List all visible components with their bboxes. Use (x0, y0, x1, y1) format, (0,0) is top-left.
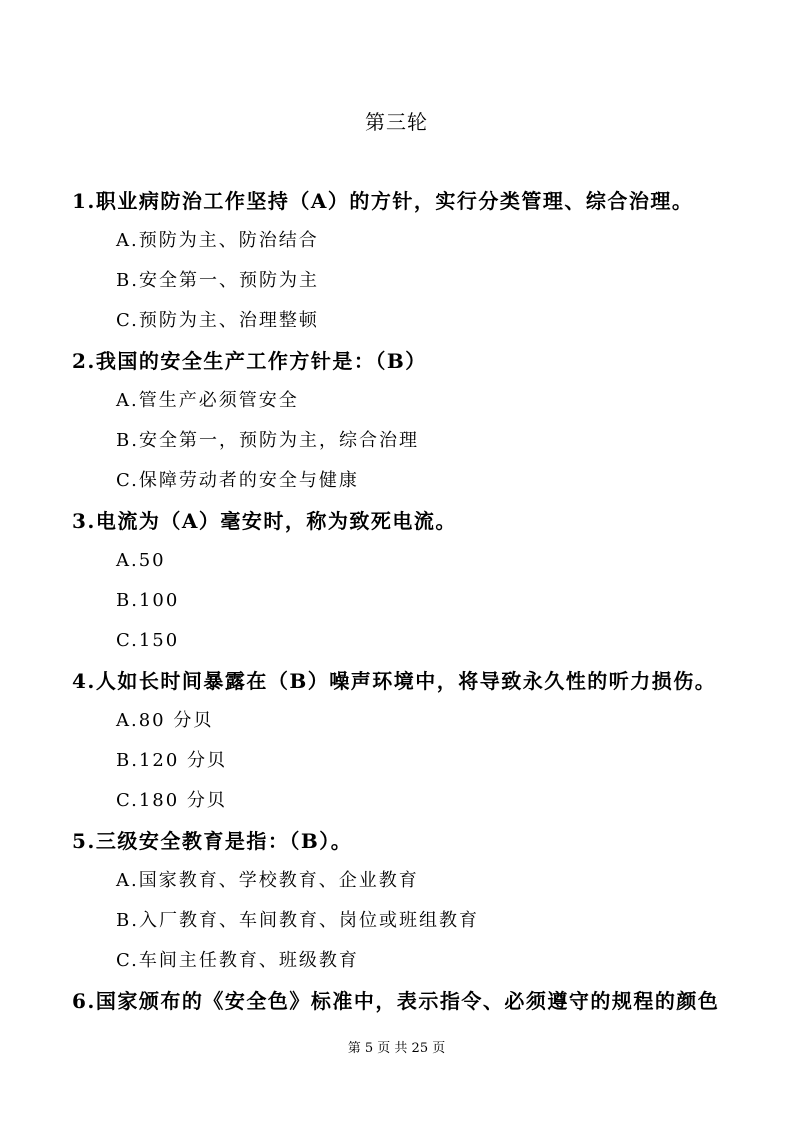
question-6: 6.国家颁布的《安全色》标准中，表示指令、必须遵守的规程的颜色 (72, 989, 720, 1013)
question-4-option-c: C.180 分贝 (116, 790, 227, 811)
question-2-option-b: B.安全第一，预防为主，综合治理 (116, 430, 419, 451)
question-3-option-b: B.100 (116, 590, 180, 611)
question-5-option-a: A.国家教育、学校教育、企业教育 (116, 870, 419, 891)
question-4: 4.人如长时间暴露在（B）噪声环境中，将导致永久性的听力损伤。 (72, 669, 717, 693)
question-5-option-c: C.车间主任教育、班级教育 (116, 950, 359, 971)
question-2: 2.我国的安全生产工作方针是：（B） (72, 349, 427, 373)
question-1-option-c: C.预防为主、治理整顿 (116, 310, 319, 331)
question-1: 1.职业病防治工作坚持（A）的方针，实行分类管理、综合治理。 (72, 189, 694, 213)
question-2-option-c: C.保障劳动者的安全与健康 (116, 470, 359, 491)
question-1-option-b: B.安全第一、预防为主 (116, 270, 319, 291)
question-4-option-b: B.120 分贝 (116, 750, 228, 771)
question-4-option-a: A.80 分贝 (116, 710, 214, 731)
question-2-option-a: A.管生产必须管安全 (116, 390, 299, 411)
question-3: 3.电流为（A）毫安时，称为致死电流。 (72, 509, 457, 533)
question-3-option-c: C.150 (116, 630, 180, 651)
question-list (72, 184, 732, 1024)
question-5-option-b: B.入厂教育、车间教育、岗位或班组教育 (116, 910, 479, 931)
round-title: 第三轮 (365, 110, 428, 134)
page-footer: 第 5 页 共 25 页 (347, 1041, 446, 1056)
question-5: 5.三级安全教育是指：（B）。 (72, 829, 353, 853)
question-3-option-a: A.50 (116, 550, 166, 571)
question-1-option-a: A.预防为主、防治结合 (116, 230, 319, 251)
